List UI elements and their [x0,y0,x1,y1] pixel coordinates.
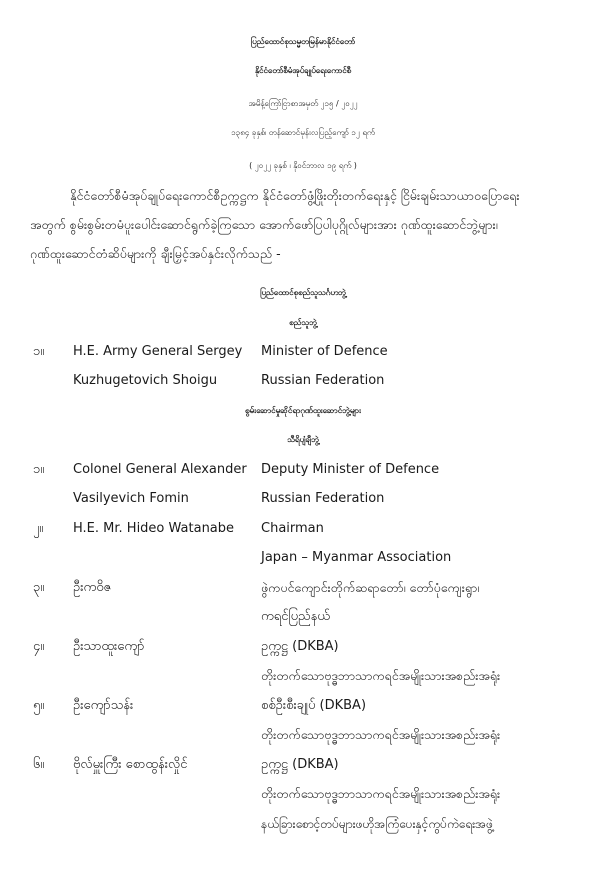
myanmar-date: ၁၃၈၄ ခုနှစ်၊ တန်ဆောင်မုန်းလပြည့်ကျော် ၁၂ ရက် [231,128,375,137]
entry-title: ဖွဲကပင်ကျောင်းတိုက်ဆရာတော်၊ တော်ပုံကျေးရွာ၊ [261,580,480,595]
section1-heading: ပြည်ထောင်စုစည်သူသင်္ဂဟဘွဲ့ [260,288,346,297]
intro-line-3: ဂုဏ်ထူးဆောင်တံဆိပ်များကို ချီးမြှင့်အပ်နှင်းလိုက်သည် - [30,246,281,261]
entry-name-cont: Vasilyevich Fomin [73,491,189,506]
order-number: အမိန့်ကြော်ငြာစာအမှတ် ၂၁၅ / ၂၀၂၂ [248,99,358,108]
gregorian-date: ( ၂၀၂၂ ခုနှစ် ၊ နိုဝင်ဘာလ ၁၉ ရက် ) [249,161,357,170]
entry-number: ၁။ [33,344,45,359]
entry-title-cont-2: နယ်ခြားစောင့်တပ်များဖဟိုအကြံပေးနှင့်ကွပ်ကဲရေးအဖွဲ့ [261,817,494,831]
intro-line-1: နိုင်ငံတော်စီမံအုပ်ချုပ်ရေးကောင်စီဥက္ကဋ္ဌက နိုင်ငံတော်ဖွံ့ဖြိုးတိုးတက်ရေးနှင့် ငြိမ်းချမ်းသာယာဝပြောရေး [70,188,520,203]
entry-number: ၅။ [33,698,45,713]
entry-number: ၄။ [33,639,45,654]
entry-number: ၆။ [33,757,45,772]
section1-subheading: စည်သူဘွဲ့ [289,318,317,327]
entry-name: ဦးကျော်သန်း [73,698,134,713]
entry-title: ဥက္ကဋ္ဌ (DKBA) [261,757,339,772]
entry-name: H.E. Mr. Hideo Watanabe [73,521,235,536]
entry-number: ၁။ [33,462,45,477]
entry-name: H.E. Army General Sergey [73,344,243,359]
entry-name: ဗိုလ်မှူးကြီး စောထွန်းလှိုင် [73,757,188,772]
entry-title: စစ်ဦးစီးချုပ် (DKBA) [261,698,367,713]
entry-name: ဦးကဝိဇ [73,580,112,595]
section2-heading: စွမ်းဆောင်မှုဆိုင်ရာဂုဏ်ထူးဆောင်ဘွဲ့များ [245,406,361,415]
intro-line-2: အတွက် စွမ်းစွမ်းတမံပူးပေါင်းဆောင်ရွက်ခဲ့ကြသော အောက်ဖော်ပြပါပုဂ္ဂိုလ်များအား ဂုဏ်ထူးဆောင်ဘွဲ့များ၊ [30,217,498,232]
entry-title-cont: ကရင်ပြည်နယ် [261,609,330,624]
entry-title-cont: တိုးတက်သောဗုဒ္ဓဘာသာကရင်အမျိုးသားအစည်းအရုံး [261,668,501,683]
entry-number: ၂။ [33,521,44,536]
entry-title: ဥက္ကဋ္ဌ (DKBA) [261,639,339,654]
entry-title-cont: တိုးတက်သောဗုဒ္ဓဘာသာကရင်အမျိုးသားအစည်းအရုံး [261,727,501,742]
entry-title-cont: Russian Federation [261,373,385,388]
country-name: ပြည်ထောင်စုသမ္မတမြန်မာနိုင်ငံတော် [250,37,356,46]
entry-title: Deputy Minister of Defence [261,462,440,477]
entry-name-cont: Kuzhugetovich Shoigu [73,373,218,388]
council-name: နိုင်ငံတော်စီမံအုပ်ချုပ်ရေးကောင်စီ [254,66,352,75]
entry-title: Minister of Defence [261,344,388,359]
entry-title-cont: Japan – Myanmar Association [261,550,452,565]
entry-title-cont: တိုးတက်သောဗုဒ္ဓဘာသာကရင်အမျိုးသားအစည်းအရုံး [261,786,501,801]
entry-name: ဦးသာထူးကျော် [73,639,145,654]
entry-title-cont: Russian Federation [261,491,385,506]
section2-subheading: သီရိပျံချီဘွဲ့ [287,435,319,444]
entry-title: Chairman [261,521,324,536]
entry-name: Colonel General Alexander [73,462,247,477]
entry-number: ၃။ [33,580,45,595]
